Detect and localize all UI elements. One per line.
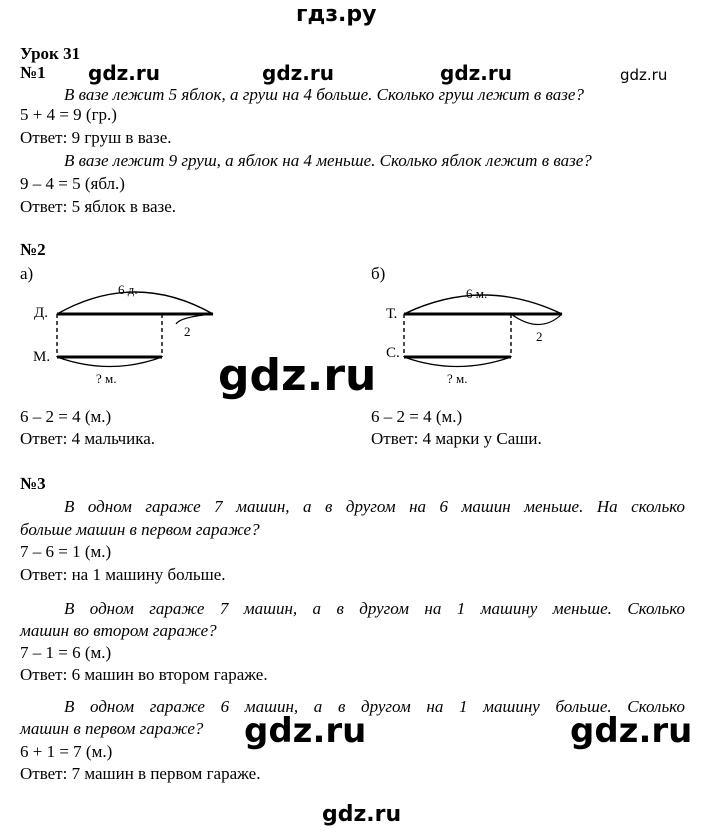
diagram-b-bottom-label: С. xyxy=(386,345,400,361)
diagram-a-top-label: Д. xyxy=(34,305,48,321)
diagram-b-question-label: ? м. xyxy=(447,371,468,386)
watermark-row1-1: gdz.ru xyxy=(88,61,160,85)
task3-problem1-line2: больше машин в первом гараже? xyxy=(20,520,260,539)
watermark-row1-2: gdz.ru xyxy=(262,61,334,85)
task3-solution1: 7 – 6 = 1 (м.) xyxy=(20,542,112,561)
watermark-row1-3: gdz.ru xyxy=(440,61,512,85)
task3-problem2-line2: машин во втором гараже? xyxy=(20,621,217,640)
watermark-top: гдз.ру xyxy=(296,2,377,27)
task3-number: №3 xyxy=(20,474,46,493)
task3-problem3-line2: машин в первом гараже? xyxy=(20,719,204,738)
lesson-title: Урок 31 xyxy=(20,44,81,63)
diagram-b-diff-brace xyxy=(511,314,562,325)
task3-problem1-line1: В одном гараже 7 машин, а в другом на 6 машин меньше. На сколько xyxy=(64,497,685,516)
watermark-bottom-left: gdz.ru xyxy=(244,711,367,751)
task1-answer1: Ответ: 9 груш в вазе. xyxy=(20,128,172,147)
task1-solution1: 5 + 4 = 9 (гр.) xyxy=(20,105,117,124)
task1-problem1: В вазе лежит 5 яблок, а груш на 4 больше. Сколько груш лежит в вазе? xyxy=(64,85,584,104)
task1-number: №1 xyxy=(20,63,46,82)
diagram-a-diff-label: 2 xyxy=(184,324,191,339)
watermark-footer: gdz.ru xyxy=(322,802,402,827)
task2b-solution: 6 – 2 = 4 (м.) xyxy=(371,407,463,426)
task1-solution2: 9 – 4 = 5 (ябл.) xyxy=(20,174,125,193)
task2b-label: б) xyxy=(371,264,386,283)
task2a-answer: Ответ: 4 мальчика. xyxy=(20,429,156,448)
task3-answer1: Ответ: на 1 машину больше. xyxy=(20,565,226,584)
diagram-b-diff-label: 2 xyxy=(536,329,543,344)
task3-solution3: 6 + 1 = 7 (м.) xyxy=(20,742,113,761)
task2-number: №2 xyxy=(20,240,46,259)
diagram-a-bottom-label: М. xyxy=(33,349,51,365)
diagram-b-total-label: 6 м. xyxy=(466,286,488,301)
task3-problem3-line1: В одном гараже 6 машин, а в другом на 1 машину больше. Сколько xyxy=(64,697,685,716)
watermark-bottom-right: gdz.ru xyxy=(570,711,693,751)
task3-solution2: 7 – 1 = 6 (м.) xyxy=(20,643,112,662)
task3-problem2-line1: В одном гараже 7 машин, а в другом на 1 машину меньше. Сколько xyxy=(64,599,685,618)
diagram-a-total-label: 6 д. xyxy=(118,282,138,297)
task1-problem2: В вазе лежит 9 груш, а яблок на 4 меньше. Сколько яблок лежит в вазе? xyxy=(64,151,592,170)
diagram-b-top-label: Т. xyxy=(386,306,398,322)
task2a-label: а) xyxy=(20,264,34,283)
task3-answer2: Ответ: 6 машин во втором гараже. xyxy=(20,665,268,684)
diagram-a-question-label: ? м. xyxy=(96,371,117,386)
task3-answer3: Ответ: 7 машин в первом гараже. xyxy=(20,764,261,783)
watermark-row1-small: gdz.ru xyxy=(620,66,668,84)
task2a-solution: 6 – 2 = 4 (м.) xyxy=(20,407,112,426)
watermark-center: gdz.ru xyxy=(218,350,377,401)
task2b-answer: Ответ: 4 марки у Саши. xyxy=(371,429,542,448)
task1-answer2: Ответ: 5 яблок в вазе. xyxy=(20,197,177,216)
